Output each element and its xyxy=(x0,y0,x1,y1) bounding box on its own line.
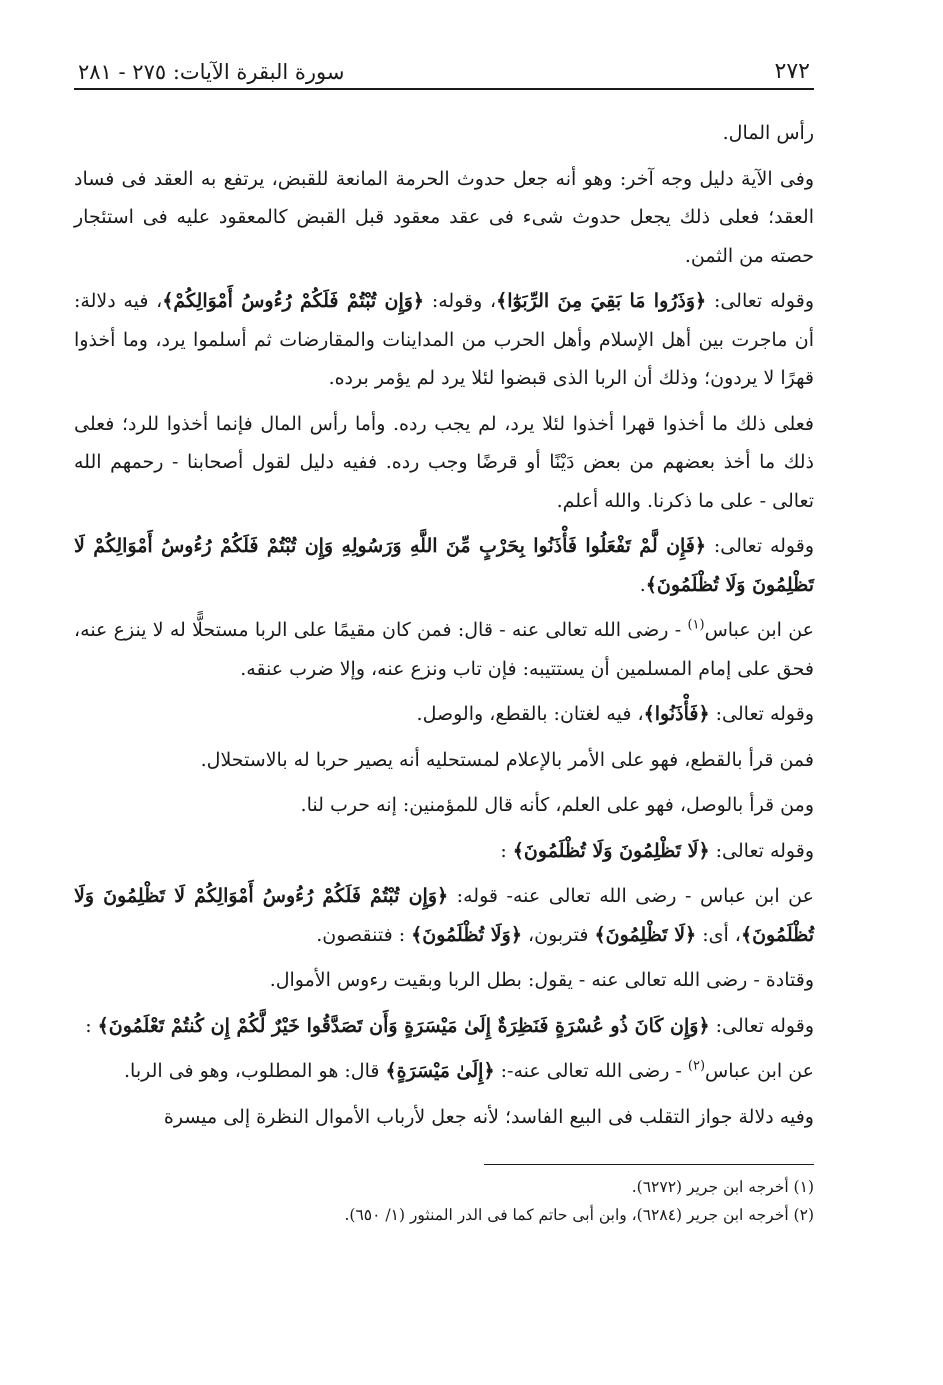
text-run: : xyxy=(500,839,513,862)
text-run: عن ابن عباس xyxy=(705,1060,814,1082)
footnotes xyxy=(74,1173,814,1229)
paragraph xyxy=(74,527,814,604)
page-number: ٢٧٢ xyxy=(774,59,810,84)
paragraph xyxy=(74,611,814,688)
paragraph: فعلى ذلك ما أخذوا قهرا أخذوا لئلا يرد، لم يجب رده. وأما رأس المال فإنما أخذوا للرد؛ فعلى ذلك ما أخذ بعضهم من بعض دَيْنًا أو قرضًا وجب رده. ففيه دليل لقول أصحابنا - رحمهم الله تعالى - على ما ذكرنا. والله أعلم. xyxy=(74,412,814,512)
paragraph xyxy=(74,1007,814,1046)
footnote: (٢) أخرجه ابن جرير (٦٢٨٤)، وابن أبى حاتم كما فى الدر المنثور (١/ ٦٥٠). xyxy=(344,1206,814,1224)
footnote: (١) أخرجه ابن جرير (٦٢٧٢). xyxy=(631,1178,814,1196)
text-run: قال: هو المطلوب، وهو فى الربا. xyxy=(123,1060,386,1082)
quran-verse: ﴿وَذَرُوا مَا بَقِيَ مِنَ الرِّبَوٰٓا﴾ xyxy=(496,290,707,312)
quran-verse: ﴿فَإِن لَّمْ تَفْعَلُوا فَأْذَنُوا بِحَرْبٍ مِّنَ اللَّهِ وَرَسُولِهِ وَإِن تُبْتُمْ فَلَكُمْ رُءُوسُ أَمْوَالِكُمْ لَا تَظْلِمُونَ وَلَا تُظْلَمُونَ﴾ xyxy=(74,535,814,596)
paragraph: فمن قرأ بالقطع، فهو على الأمر بالإعلام لمستحليه أنه يصير حربا له بالاستحلال. xyxy=(200,748,814,771)
text-run: - رضى الله تعالى عنه-: xyxy=(494,1060,688,1082)
footnote-ref: (١) xyxy=(687,617,705,633)
text-run: : xyxy=(85,1014,98,1037)
text-run: فتربون، xyxy=(521,923,595,946)
quran-verse: ﴿لَا تَظْلِمُونَ﴾ xyxy=(594,923,697,946)
text-run: عن ابن عباس - رضى الله تعالى عنه- قوله: xyxy=(448,885,814,907)
paragraph: ومن قرأ بالوصل، فهو على العلم، كأنه قال للمؤمنين: إنه حرب لنا. xyxy=(300,794,814,816)
quran-verse: ﴿وَإِن كَانَ ذُو عُسْرَةٍ فَنَظِرَةٌ إِلَىٰ مَيْسَرَةٍ وَأَن تَصَدَّقُوا خَيْرٌ لَّكُمْ إِن كُنتُمْ تَعْلَمُونَ﴾ xyxy=(97,1014,710,1037)
paragraph xyxy=(74,282,814,398)
quran-verse: ﴿وَإِن تُبْتُمْ فَلَكُمْ رُءُوسُ أَمْوَالِكُمْ لَا تَظْلِمُونَ وَلَا تُظْلَمُونَ﴾ xyxy=(74,885,814,946)
paragraph xyxy=(74,1052,814,1091)
quran-verse: ﴿وَإِن تُبْتُمْ فَلَكُمْ رُءُوسُ أَمْوَالِكُمْ﴾ xyxy=(162,290,425,312)
text-run: وقوله تعالى: xyxy=(706,290,814,312)
text-run: وقوله تعالى: xyxy=(706,535,814,557)
text-run: - رضى الله تعالى عنه - قال: فمن كان مقيمًا على الربا مستحلًّا له لا ينزع عنه، فحق على إمام المسلمين أن يستتيبه: فإن تاب ونزع عنه، وإلا ضرب عنقه. xyxy=(74,619,814,680)
paragraph: رأس المال. xyxy=(722,122,814,144)
text-run: وقوله تعالى: xyxy=(709,839,814,862)
text-run: ، فيه لغتان: بالقطع، والوصل. xyxy=(416,703,644,725)
book-page xyxy=(74,50,814,1229)
running-title: سورة البقرة الآيات: ٢٧٥ - ٢٨١ xyxy=(78,60,345,84)
page-header xyxy=(74,50,814,90)
quran-verse: ﴿وَلَا تُظْلَمُونَ﴾ xyxy=(411,923,522,946)
footnote-ref: (٢) xyxy=(687,1058,706,1074)
quran-verse: ﴿فَأْذَنُوا﴾ xyxy=(643,703,710,725)
text-run: : فتنقصون. xyxy=(316,923,412,946)
quran-verse: ﴿لَا تَظْلِمُونَ وَلَا تُظْلَمُونَ﴾ xyxy=(512,839,710,862)
page-body xyxy=(74,114,814,1136)
text-run: وقوله تعالى: xyxy=(709,703,814,725)
footnote-separator xyxy=(484,1164,814,1165)
quran-verse: ﴿إِلَىٰ مَيْسَرَةٍ﴾ xyxy=(385,1060,495,1082)
text-run: وقوله تعالى: xyxy=(709,1014,814,1037)
text-run: ، فيه دلالة: أن ماجرت بين أهل الإسلام وأهل الحرب من المداينات والمقارضات ثم أسلموا يرد، وما أخذوا قهرًا لا يردون؛ وذلك أن الربا الذى قبضوا لئلا يرد لم يؤمر برده. xyxy=(74,290,814,389)
text-run: عن ابن عباس xyxy=(704,619,814,641)
paragraph: وقتادة - رضى الله تعالى عنه - يقول: بطل الربا وبقيت رءوس الأموال. xyxy=(269,969,814,991)
paragraph xyxy=(74,832,814,871)
text-run: . xyxy=(639,573,646,596)
paragraph: وفيه دلالة جواز التقلب فى البيع الفاسد؛ لأنه جعل لأرباب الأموال النظرة إلى ميسرة xyxy=(163,1105,814,1128)
paragraph: وفى الآية دليل وجه آخر: وهو أنه جعل حدوث الحرمة المانعة للقبض، يرتفع به العقد فى فساد العقد؛ فعلى ذلك يجعل حدوث شىء فى عقد معقود قبل القبض كالمعقود عليه فى استئجار حصته من الثمن. xyxy=(74,167,814,267)
paragraph xyxy=(74,877,814,954)
paragraph xyxy=(74,695,814,734)
text-run: ، وقوله: xyxy=(424,290,497,312)
text-run: ، أى: xyxy=(696,923,741,946)
